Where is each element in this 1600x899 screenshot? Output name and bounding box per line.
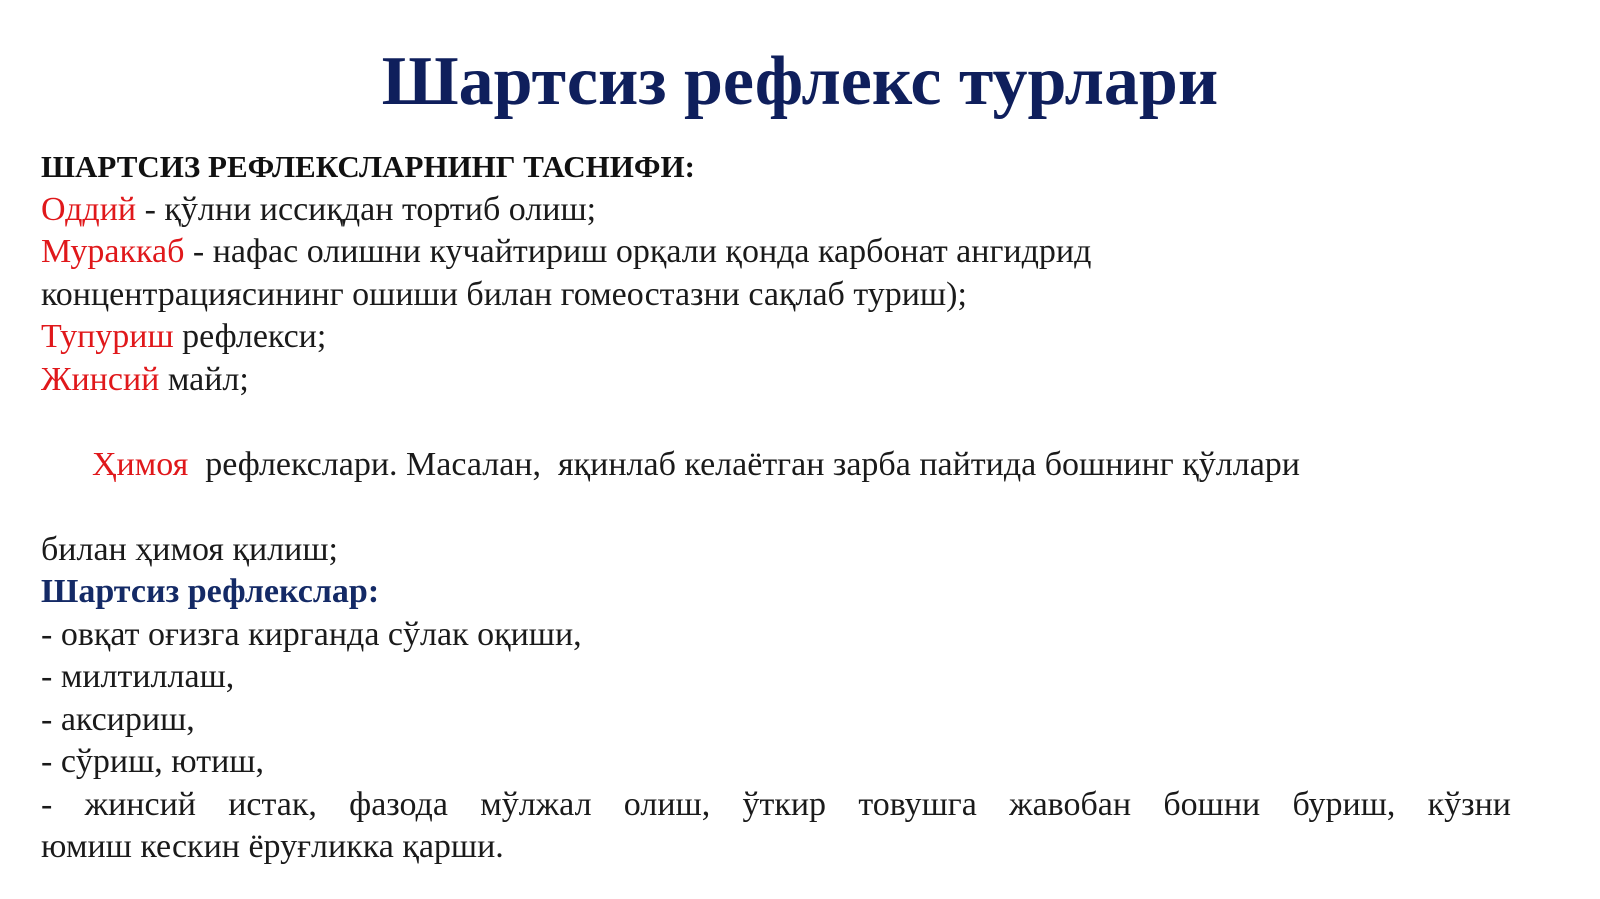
- examples-heading: Шартсиз рефлекслар:: [41, 573, 380, 610]
- classification-text: рефлекслари. Масалан, яқинлаб келаётган зарба пайтида бошнинг қўллари: [188, 445, 1300, 483]
- classification-heading: ШАРТСИЗ РЕФЛЕКСЛАРНИНГ ТАСНИФИ:: [41, 149, 695, 184]
- classification-item: [41, 189, 1511, 232]
- example-item: - жинсий истак, фазода мўлжал олиш, ўткир товушга жавобан бошни буриш, кўзни: [41, 785, 1511, 823]
- classification-continuation: концентрациясининг ошиши билан гомеостазни сақлаб туриш);: [41, 275, 967, 313]
- example-item-continuation: юмиш кескин ёруғликка қарши.: [41, 828, 504, 865]
- classification-term: Мураккаб: [41, 233, 185, 270]
- classification-item: [41, 316, 1511, 359]
- classification-item: [41, 401, 1511, 529]
- classification-term: Жинсий: [41, 360, 160, 398]
- example-item: - милтиллаш,: [41, 658, 235, 695]
- classification-text: майл;: [159, 360, 249, 398]
- classification-text: рефлекси;: [173, 318, 327, 355]
- slide-title: Шартсиз рефлекс турлари: [381, 43, 1219, 120]
- classification-item: [41, 231, 1511, 274]
- classification-term: Тупуриш: [41, 318, 174, 355]
- classification-term: Оддий: [41, 190, 137, 228]
- example-item: - сўриш, ютиш,: [41, 743, 264, 780]
- classification-term: Ҳимоя: [92, 445, 189, 483]
- slide-body: [41, 146, 1511, 869]
- classification-text: - нафас олишни кучайтириш орқали қонда карбонат ангидрид: [184, 233, 1092, 270]
- classification-item: [41, 359, 1511, 402]
- classification-text: - қўлни иссиқдан тортиб олиш;: [136, 190, 597, 228]
- classification-continuation: билан ҳимоя қилиш;: [41, 530, 338, 568]
- example-item: - аксириш,: [41, 700, 195, 738]
- example-item: - овқат оғизга кирганда сўлак оқиши,: [41, 615, 582, 653]
